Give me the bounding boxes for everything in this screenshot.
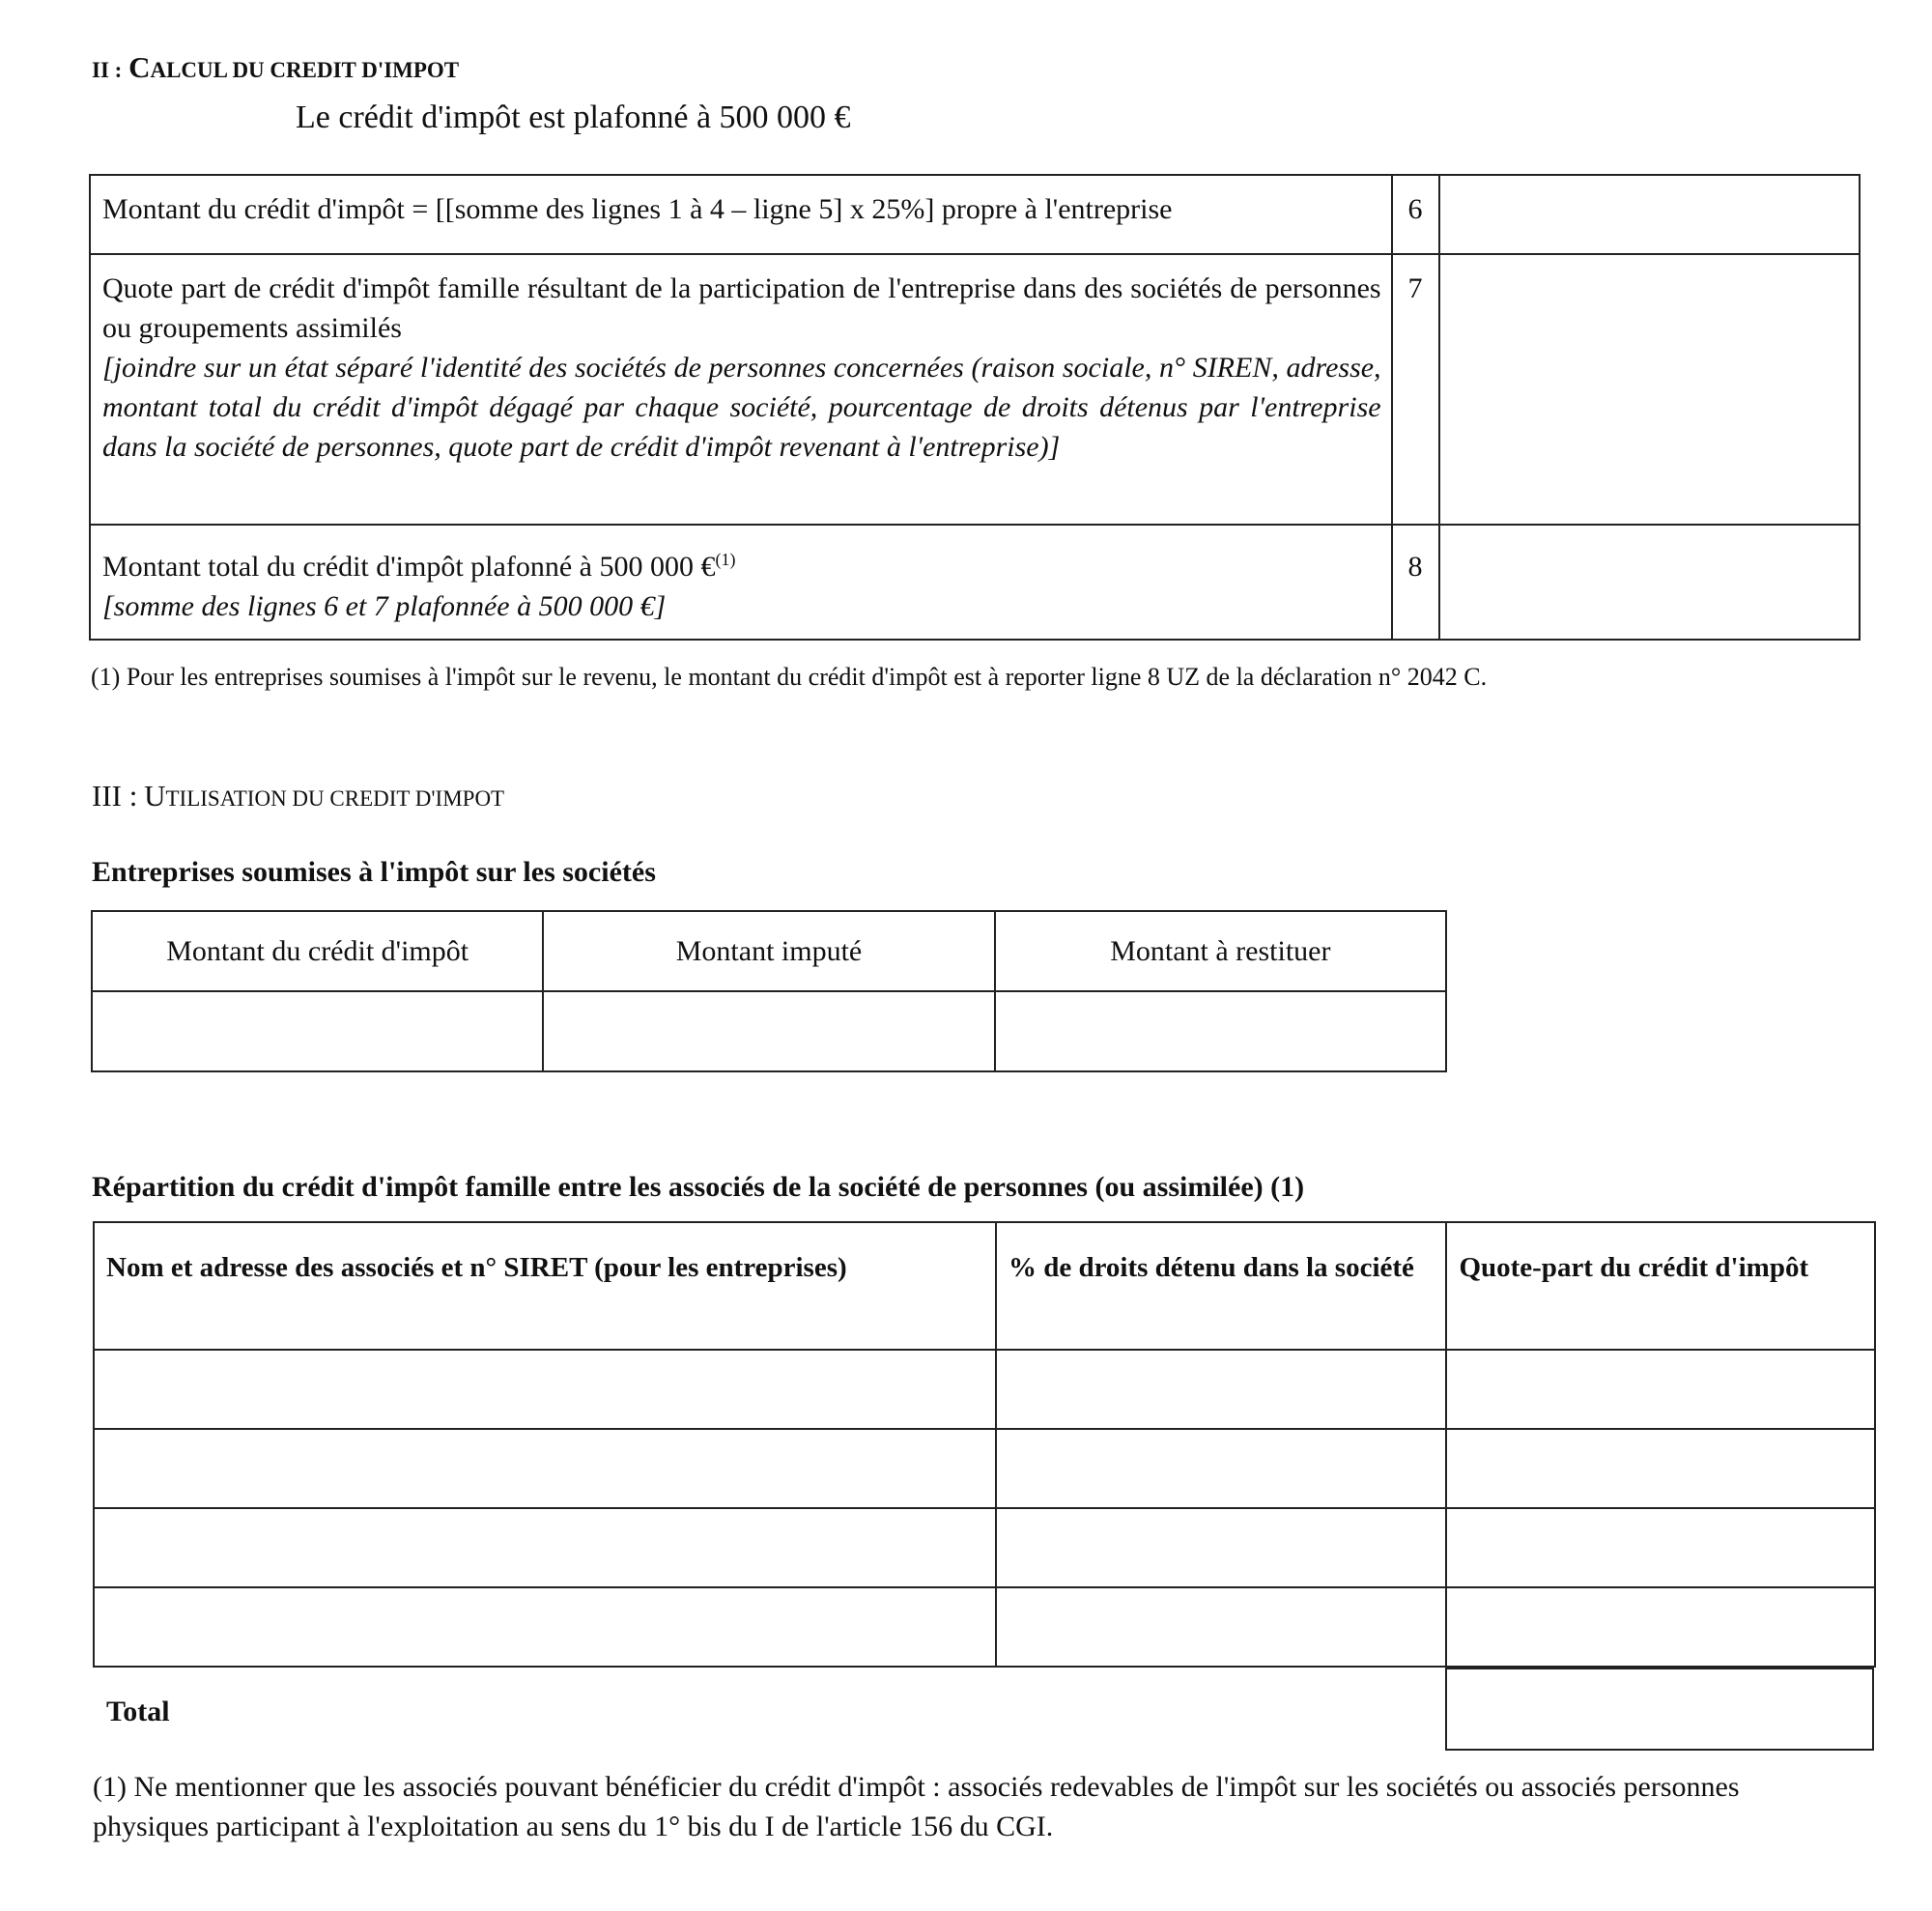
header-associate-name: Nom et adresse des associés et n° SIRET (pour les entreprises)	[94, 1222, 996, 1350]
is-table	[91, 910, 1447, 1072]
table-row	[94, 1350, 1875, 1429]
rights-percent-field[interactable]	[996, 1587, 1447, 1667]
total-value-field[interactable]	[1445, 1668, 1874, 1751]
section-3-cap: U	[144, 779, 166, 813]
row-8-cell	[90, 525, 1392, 640]
table-row	[94, 1508, 1875, 1587]
row-8-value-field[interactable]	[1439, 525, 1860, 640]
repartition-table	[93, 1221, 1876, 1668]
is-amount-field[interactable]	[92, 991, 543, 1071]
row-8-label-line	[102, 547, 1381, 586]
rights-percent-field[interactable]	[996, 1350, 1447, 1429]
footnote-2: (1) Ne mentionner que les associés pouvant bénéficier du crédit d'impôt : associés redevables de l'impôt sur les sociétés ou associés personnes physiques participant à l'exploitation au sens du 1° bis du I de l'article 156 du CGI.	[93, 1771, 1740, 1842]
credit-share-field[interactable]	[1446, 1429, 1875, 1508]
rights-percent-field[interactable]	[996, 1508, 1447, 1587]
table-row	[94, 1429, 1875, 1508]
table-row	[94, 1587, 1875, 1667]
is-imputed-field[interactable]	[543, 991, 994, 1071]
section-3-title: TILISATION DU CREDIT D'IMPOT	[165, 786, 505, 811]
row-8-number: 8	[1392, 525, 1439, 640]
section-3-heading	[92, 779, 504, 813]
row-6-number: 6	[1392, 175, 1439, 254]
rights-percent-field[interactable]	[996, 1429, 1447, 1508]
credit-share-field[interactable]	[1446, 1508, 1875, 1587]
is-header-imputed: Montant imputé	[543, 911, 994, 991]
header-rights-percent: % de droits détenu dans la société	[996, 1222, 1447, 1350]
row-8-note: [somme des lignes 6 et 7 plafonnée à 500 000 €]	[102, 590, 667, 622]
credit-share-field[interactable]	[1446, 1350, 1875, 1429]
row-8-footnote-ref: (1)	[715, 550, 736, 569]
associate-name-field[interactable]	[94, 1508, 996, 1587]
calc-row-6	[90, 175, 1860, 254]
is-header-row	[92, 911, 1446, 991]
calc-row-8	[90, 525, 1860, 640]
row-8-label: Montant total du crédit d'impôt plafonné à 500 000 €	[102, 551, 716, 583]
is-header-refund: Montant à restituer	[995, 911, 1446, 991]
footnote-1: (1) Pour les entreprises soumises à l'impôt sur le revenu, le montant du crédit d'impôt est à reporter ligne 8 UZ de la déclaration n° 2042 C.	[91, 663, 1488, 691]
row-7-note: [joindre sur un état séparé l'identité des sociétés de personnes concernées (raison sociale, n° SIREN, adresse, montant total du crédit d'impôt dégagé par chaque société, pourcentage de droits détenus par l'entreprise dans la société de personnes, quote part de crédit d'impôt revenant à l'entreprise)]	[102, 352, 1381, 463]
section-2-title: ALCUL DU CREDIT D'IMPOT	[150, 58, 460, 82]
total-label: Total	[106, 1696, 170, 1727]
associate-name-field[interactable]	[94, 1350, 996, 1429]
repartition-title: Répartition du crédit d'impôt famille entre les associés de la société de personnes (ou assimilée) (1)	[92, 1171, 1305, 1203]
is-block-title: Entreprises soumises à l'impôt sur les sociétés	[92, 856, 656, 888]
section-2-prefix: II :	[92, 58, 123, 82]
is-refund-field[interactable]	[995, 991, 1446, 1071]
section-2-cap: C	[128, 50, 151, 84]
section-2-heading	[92, 50, 459, 85]
section-3-prefix: III :	[92, 779, 138, 813]
is-value-row	[92, 991, 1446, 1071]
row-6-label: Montant du crédit d'impôt = [[somme des lignes 1 à 4 – ligne 5] x 25%] propre à l'entreprise	[90, 175, 1392, 254]
associate-name-field[interactable]	[94, 1587, 996, 1667]
associate-name-field[interactable]	[94, 1429, 996, 1508]
cap-line: Le crédit d'impôt est plafonné à 500 000 €	[296, 100, 851, 135]
credit-share-field[interactable]	[1446, 1587, 1875, 1667]
row-6-value-field[interactable]	[1439, 175, 1860, 254]
row-7-number: 7	[1392, 254, 1439, 525]
row-7-cell	[90, 254, 1392, 525]
calc-table	[89, 174, 1861, 641]
header-credit-share: Quote-part du crédit d'impôt	[1446, 1222, 1875, 1350]
is-header-amount: Montant du crédit d'impôt	[92, 911, 543, 991]
row-7-value-field[interactable]	[1439, 254, 1860, 525]
row-7-label: Quote part de crédit d'impôt famille résultant de la participation de l'entreprise dans des sociétés de personnes ou groupements assimilés	[102, 272, 1381, 344]
repartition-header-row	[94, 1222, 1875, 1350]
calc-row-7	[90, 254, 1860, 525]
